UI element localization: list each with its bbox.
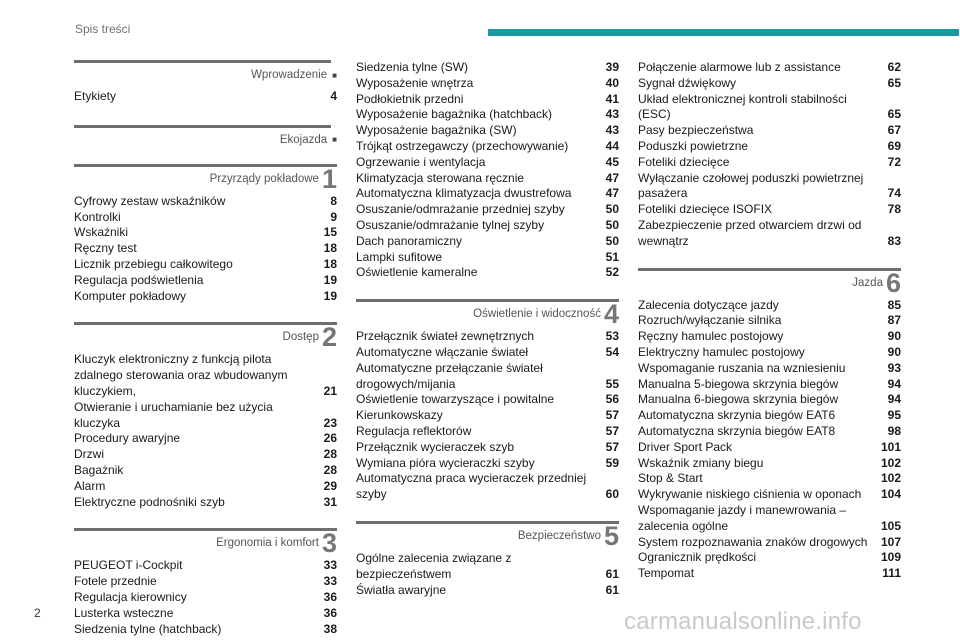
entry-page-number: 59 (605, 455, 619, 470)
entry-page-number: 33 (323, 574, 337, 589)
toc-entry[interactable] (74, 479, 337, 495)
entry-page-number: 83 (887, 233, 901, 248)
entry-title: Etykiety (74, 89, 117, 104)
entry-title: Siedzenia tylne (hatchback) (74, 621, 222, 636)
entry-title: Dach panoramiczny (356, 233, 463, 248)
toc-entry[interactable] (638, 171, 901, 203)
toc-entry[interactable] (638, 329, 901, 345)
toc-entry[interactable] (638, 123, 901, 139)
toc-entry[interactable] (74, 194, 337, 210)
section-divider (74, 60, 331, 63)
entry-title: Automatyczna praca wycieraczek przedniej szyby (356, 471, 587, 502)
entry-title: Kierunkowskazy (356, 408, 443, 423)
entry-page-number: 74 (887, 186, 901, 201)
entry-title: Bagażnik (74, 463, 124, 478)
toc-entry[interactable] (356, 92, 619, 108)
toc-entry[interactable] (356, 551, 619, 583)
entry-page-number: 39 (605, 60, 619, 74)
toc-column-3 (638, 60, 901, 582)
entry-page-number: 50 (605, 202, 619, 217)
toc-section (356, 521, 619, 598)
entry-page-number: 19 (323, 288, 337, 303)
entry-title: Ogrzewanie i wentylacja (356, 154, 486, 169)
entry-page-number: 60 (605, 487, 619, 502)
entry-page-number: 111 (882, 566, 901, 581)
toc-entry[interactable] (638, 60, 901, 76)
entry-title: Połączenie alarmowe lub z assistance (638, 60, 841, 74)
toc-entry[interactable] (356, 583, 619, 599)
entry-title: Licznik przebiegu całkowitego (74, 257, 233, 272)
entry-title: Przełącznik świateł zewnętrznych (356, 329, 535, 344)
toc-entry[interactable] (638, 139, 901, 155)
entry-title: Kluczyk elektroniczny z funkcją pilota zdalnego sterowania oraz wbudowanym kluczykiem, (74, 352, 288, 399)
entry-page-number: 19 (323, 272, 337, 287)
entry-page-number: 36 (323, 590, 337, 604)
toc-entry[interactable] (638, 361, 901, 377)
entry-page-number: 50 (605, 233, 619, 248)
section-heading (74, 163, 337, 194)
entry-page-number: 51 (605, 249, 619, 264)
entry-title: Światła awaryjne (356, 582, 447, 597)
entry-page-number: 98 (887, 423, 901, 438)
entry-page-number: 31 (323, 494, 337, 509)
entry-title: Sygnał dźwiękowy (638, 75, 737, 90)
chapter-number: 2 (321, 322, 337, 353)
toc-entry[interactable] (356, 471, 619, 503)
entry-page-number: 28 (323, 447, 337, 462)
entry-page-number: 102 (880, 455, 901, 470)
entry-title: Komputer pokładowy (74, 288, 187, 303)
entry-title: Ogranicznik prędkości (638, 550, 757, 565)
entry-title: Ogólne zalecenia związane z bezpieczeństwem (356, 550, 512, 581)
toc-section (638, 60, 901, 250)
toc-entry[interactable] (74, 606, 337, 622)
entry-page-number: 65 (887, 107, 901, 122)
entry-title: Wspomaganie ruszania na wzniesieniu (638, 360, 846, 375)
toc-entry[interactable] (356, 60, 619, 76)
entry-page-number: 29 (323, 478, 337, 493)
entry-page-number: 67 (887, 123, 901, 138)
entry-title: Wymiana pióra wycieraczki szyby (356, 455, 535, 470)
entry-title: Driver Sport Pack (638, 439, 733, 454)
entry-title: Wskaźnik zmiany biegu (638, 455, 764, 470)
entry-page-number: 33 (323, 558, 337, 573)
entry-page-number: 18 (323, 241, 337, 256)
entry-page-number: 36 (323, 605, 337, 620)
header-accent-bar (488, 29, 959, 36)
toc-entry[interactable] (74, 210, 337, 226)
entry-page-number: 78 (887, 202, 901, 217)
entry-page-number: 69 (887, 138, 901, 153)
entry-title: Wyposażenie bagażnika (SW) (356, 123, 517, 138)
entry-title: Wspomaganie jazdy i manewrowania – zalecenia ogólne (638, 502, 847, 533)
entry-title: Automatyczna skrzynia biegów EAT8 (638, 423, 836, 438)
entry-page-number: 8 (330, 193, 337, 208)
section-heading (74, 134, 337, 146)
entry-title: Wyposażenie bagażnika (hatchback) (356, 107, 553, 122)
section-title: Dostęp (282, 331, 319, 344)
toc-entry[interactable] (74, 590, 337, 606)
toc-entry[interactable] (638, 202, 901, 218)
entry-page-number: 21 (323, 384, 337, 399)
entry-title: Wykrywanie niskiego ciśnienia w oponach (638, 487, 862, 502)
entry-title: Oświetlenie kameralne (356, 265, 478, 280)
entry-title: Otwieranie i uruchamianie bez użycia kluczyka (74, 399, 273, 430)
entry-title: Wskaźniki (74, 225, 129, 240)
entry-page-number: 93 (887, 360, 901, 375)
toc-entry[interactable] (356, 250, 619, 266)
toc-entry[interactable] (356, 424, 619, 440)
entry-page-number: 18 (323, 257, 337, 272)
entry-page-number: 55 (605, 376, 619, 391)
entry-page-number: 102 (880, 471, 901, 486)
entry-title: Manualna 6-biegowa skrzynia biegów (638, 392, 839, 407)
entry-title: Procedury awaryjne (74, 431, 181, 446)
entry-page-number: 57 (605, 423, 619, 438)
entry-page-number: 90 (887, 329, 901, 344)
entry-title: System rozpoznawania znaków drogowych (638, 534, 868, 549)
entry-page-number: 43 (605, 123, 619, 138)
entry-title: Siedzenia tylne (SW) (356, 60, 469, 74)
entry-page-number: 57 (605, 439, 619, 454)
square-bullet-icon: ■ (332, 70, 337, 80)
entry-page-number: 41 (605, 91, 619, 106)
toc-entry[interactable] (74, 89, 337, 105)
chapter-number: 4 (603, 299, 619, 330)
toc-entry[interactable] (638, 503, 901, 535)
entry-page-number: 38 (323, 621, 337, 636)
toc-entry[interactable] (356, 218, 619, 234)
entry-page-number: 105 (880, 518, 901, 533)
entry-title: Stop & Start (638, 471, 703, 486)
entry-title: Drzwi (74, 447, 104, 462)
entry-page-number: 9 (330, 209, 337, 224)
entry-page-number: 26 (323, 431, 337, 446)
toc-entry[interactable] (638, 440, 901, 456)
entry-page-number: 57 (605, 408, 619, 423)
toc-entry[interactable] (638, 392, 901, 408)
entry-page-number: 4 (330, 89, 337, 104)
entry-title: Zabezpieczenie przed otwarciem drzwi od wewnątrz (638, 217, 862, 248)
toc-entry[interactable] (356, 186, 619, 202)
entry-title: Przełącznik wycieraczek szyb (356, 439, 515, 454)
toc-entry[interactable] (638, 535, 901, 551)
entry-page-number: 95 (887, 408, 901, 423)
entry-page-number: 23 (323, 415, 337, 430)
entry-title: Automatyczne przełączanie świateł drogowych/mijania (356, 360, 543, 391)
section-title: Oświetlenie i widoczność (473, 308, 601, 321)
toc-entry[interactable] (74, 447, 337, 463)
toc-entry[interactable] (74, 400, 337, 432)
toc-entry[interactable] (74, 431, 337, 447)
toc-entry[interactable] (356, 139, 619, 155)
entry-title: Ręczny hamulec postojowy (638, 329, 784, 344)
entry-title: Poduszki powietrzne (638, 138, 749, 153)
section-title: Ekojazda (279, 133, 328, 146)
entry-title: Regulacja kierownicy (74, 590, 187, 604)
entry-title: Osuszanie/odmrażanie przedniej szyby (356, 202, 565, 217)
entry-page-number: 72 (887, 154, 901, 169)
entry-page-number: 50 (605, 217, 619, 232)
toc-entry[interactable] (74, 352, 337, 399)
entry-page-number: 28 (323, 463, 337, 478)
section-title: Wprowadzenie (251, 69, 328, 81)
entry-title: Podłokietnik przedni (356, 91, 464, 106)
toc-entry[interactable] (74, 574, 337, 590)
entry-page-number: 47 (605, 170, 619, 185)
toc-entry[interactable] (356, 345, 619, 361)
section-title: Bezpieczeństwo (517, 529, 601, 542)
entry-page-number: 107 (880, 534, 901, 549)
entry-page-number: 109 (880, 550, 901, 565)
toc-entry[interactable] (638, 313, 901, 329)
section-heading (356, 520, 619, 551)
entry-page-number: 15 (323, 225, 337, 240)
chapter-number: 6 (885, 267, 901, 298)
entry-title: Kontrolki (74, 209, 121, 224)
toc-column-2 (356, 60, 619, 598)
toc-section (74, 322, 337, 510)
toc-entry[interactable] (638, 218, 901, 250)
toc-entry[interactable] (74, 495, 337, 511)
entry-title: Wyłączanie czołowej poduszki powietrznej pasażera (638, 170, 864, 201)
toc-entry[interactable] (638, 298, 901, 314)
toc-section (74, 125, 337, 146)
toc-entry[interactable] (356, 202, 619, 218)
toc-entry[interactable] (356, 392, 619, 408)
toc-entry[interactable] (638, 408, 901, 424)
toc-section (74, 528, 337, 637)
toc-entry[interactable] (356, 234, 619, 250)
entry-page-number: 61 (605, 582, 619, 597)
entry-title: Foteliki dziecięce (638, 154, 730, 169)
section-heading (74, 69, 337, 81)
entry-page-number: 94 (887, 376, 901, 391)
toc-column-1 (74, 60, 337, 637)
entry-title: Regulacja podświetlenia (74, 272, 204, 287)
toc-entry[interactable] (74, 463, 337, 479)
toc-section (74, 60, 337, 105)
toc-entry[interactable] (356, 361, 619, 393)
entry-title: Automatyczne włączanie świateł (356, 344, 529, 359)
entry-title: Automatyczna klimatyzacja dwustrefowa (356, 186, 572, 201)
entry-page-number: 87 (887, 313, 901, 328)
entry-title: Rozruch/wyłączanie silnika (638, 313, 782, 328)
toc-section (356, 60, 619, 281)
entry-page-number: 90 (887, 344, 901, 359)
entry-title: Lampki sufitowe (356, 249, 443, 264)
entry-title: Oświetlenie towarzyszące i powitalne (356, 392, 555, 407)
toc-entry[interactable] (74, 257, 337, 273)
entry-page-number: 52 (605, 265, 619, 280)
toc-entry[interactable] (356, 171, 619, 187)
entry-title: Cyfrowy zestaw wskaźników (74, 193, 226, 208)
toc-entry[interactable] (356, 123, 619, 139)
toc-entry[interactable] (356, 265, 619, 281)
toc-entry[interactable] (356, 440, 619, 456)
entry-page-number: 45 (605, 154, 619, 169)
entry-title: PEUGEOT i-Cockpit (74, 558, 183, 573)
page-header-title: Spis treści (75, 22, 131, 36)
chapter-number: 3 (321, 528, 337, 559)
section-divider (74, 125, 331, 128)
watermark: carmanualsonline.info (624, 608, 862, 635)
entry-page-number: 65 (887, 75, 901, 90)
entry-title: Automatyczna skrzynia biegów EAT6 (638, 408, 836, 423)
toc-entry[interactable] (74, 241, 337, 257)
toc-entry[interactable] (638, 345, 901, 361)
section-title: Przyrządy pokładowe (209, 172, 319, 185)
entry-page-number: 62 (887, 60, 901, 74)
toc-entry[interactable] (356, 155, 619, 171)
entry-page-number: 54 (605, 344, 619, 359)
section-title: Ergonomia i komfort (216, 537, 319, 550)
entry-page-number: 47 (605, 186, 619, 201)
toc-entry[interactable] (356, 107, 619, 123)
entry-page-number: 101 (880, 439, 901, 454)
entry-page-number: 104 (880, 487, 901, 502)
square-bullet-icon: ■ (332, 135, 337, 145)
toc-entry[interactable] (74, 289, 337, 305)
entry-page-number: 94 (887, 392, 901, 407)
entry-page-number: 43 (605, 107, 619, 122)
section-heading (356, 299, 619, 330)
toc-entry[interactable] (638, 155, 901, 171)
toc-entry[interactable] (638, 377, 901, 393)
entry-title: Pasy bezpieczeństwa (638, 123, 754, 138)
entry-title: Fotele przednie (74, 574, 157, 589)
toc-entry[interactable] (638, 424, 901, 440)
entry-page-number: 53 (605, 329, 619, 344)
section-title: Jazda (852, 276, 883, 289)
entry-page-number: 85 (887, 297, 901, 312)
toc-section (74, 164, 337, 305)
toc-entry[interactable] (356, 456, 619, 472)
toc-entry[interactable] (638, 550, 901, 566)
toc-section (356, 299, 619, 503)
entry-title: Alarm (74, 478, 106, 493)
page-number: 2 (34, 606, 41, 620)
entry-title: Klimatyzacja sterowana ręcznie (356, 170, 525, 185)
toc-entry[interactable] (74, 558, 337, 574)
toc-entry[interactable] (356, 408, 619, 424)
toc-entry[interactable] (74, 622, 337, 638)
chapter-number: 5 (603, 520, 619, 551)
section-heading (74, 528, 337, 559)
toc-entry[interactable] (356, 329, 619, 345)
entry-page-number: 44 (605, 138, 619, 153)
section-heading (74, 322, 337, 353)
entry-title: Elektryczny hamulec postojowy (638, 344, 805, 359)
entry-title: Ręczny test (74, 241, 137, 256)
entry-title: Trójkąt ostrzegawczy (przechowywanie) (356, 138, 569, 153)
toc-entry[interactable] (74, 225, 337, 241)
entry-title: Regulacja reflektorów (356, 423, 472, 438)
entry-title: Lusterka wsteczne (74, 605, 174, 620)
entry-page-number: 61 (605, 566, 619, 581)
toc-entry[interactable] (74, 273, 337, 289)
entry-title: Osuszanie/odmrażanie tylnej szyby (356, 217, 545, 232)
entry-page-number: 40 (605, 75, 619, 90)
entry-title: Układ elektronicznej kontroli stabilności (ESC) (638, 91, 847, 122)
entry-title: Manualna 5-biegowa skrzynia biegów (638, 376, 839, 391)
entry-page-number: 56 (605, 392, 619, 407)
toc-entry[interactable] (638, 456, 901, 472)
entry-title: Foteliki dziecięce ISOFIX (638, 202, 773, 217)
toc-entry[interactable] (638, 487, 901, 503)
toc-entry[interactable] (638, 92, 901, 124)
section-heading (638, 267, 901, 298)
entry-title: Tempomat (638, 566, 695, 581)
toc-entry[interactable] (638, 566, 901, 582)
toc-section (638, 268, 901, 582)
entry-title: Wyposażenie wnętrza (356, 75, 474, 90)
chapter-number: 1 (321, 163, 337, 194)
entry-title: Elektryczne podnośniki szyb (74, 494, 225, 509)
toc-entry[interactable] (356, 76, 619, 92)
entry-title: Zalecenia dotyczące jazdy (638, 297, 779, 312)
toc-entry[interactable] (638, 471, 901, 487)
toc-entry[interactable] (638, 76, 901, 92)
